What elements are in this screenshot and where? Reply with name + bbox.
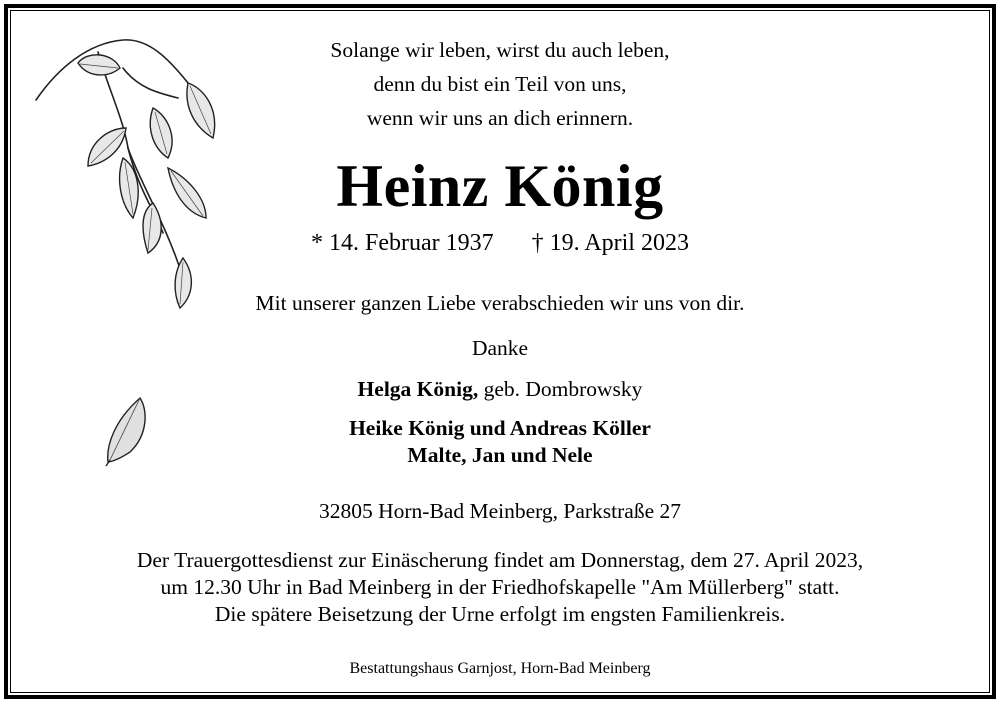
service-line-3: Die spätere Beisetzung der Urne erfolgt im engsten Familienkreis. [214, 602, 786, 626]
mourner-line-3: Malte, Jan und Nele [407, 443, 593, 467]
poem-line-3: wenn wir uns an dich erinnern. [366, 106, 634, 130]
mourner-helga-suffix: geb. Dombrowsky [478, 377, 643, 401]
service-line-1: Der Trauergottesdienst zur Einäscherung findet am Donnerstag, dem 27. April 2023, [136, 548, 864, 572]
poem-line-2: denn du bist ein Teil von uns, [373, 72, 627, 96]
mourner-line-2: Heike König und Andreas Köller [349, 416, 651, 440]
poem [0, 33, 1000, 135]
service-info [0, 547, 1000, 628]
deceased-name: Heinz König [336, 153, 664, 219]
service-line-2: um 12.30 Uhr in Bad Meinberg in der Friedhofskapelle "Am Müllerberg" statt. [160, 575, 840, 599]
funeral-home: Bestattungshaus Garnjost, Horn-Bad Meinberg [349, 660, 651, 677]
life-dates [0, 228, 1000, 258]
death-date: † 19. April 2023 [531, 230, 689, 256]
poem-line-1: Solange wir leben, wirst du auch leben, [330, 38, 670, 62]
birth-date: * 14. Februar 1937 [311, 230, 494, 256]
mourner-helga [0, 374, 1000, 404]
mourner-helga-name: Helga König, [357, 377, 479, 401]
thanks-text: Danke [471, 336, 529, 360]
farewell-text: Mit unserer ganzen Liebe verabschieden wir uns von dir. [255, 291, 745, 315]
address: 32805 Horn-Bad Meinberg, Parkstraße 27 [318, 499, 682, 523]
